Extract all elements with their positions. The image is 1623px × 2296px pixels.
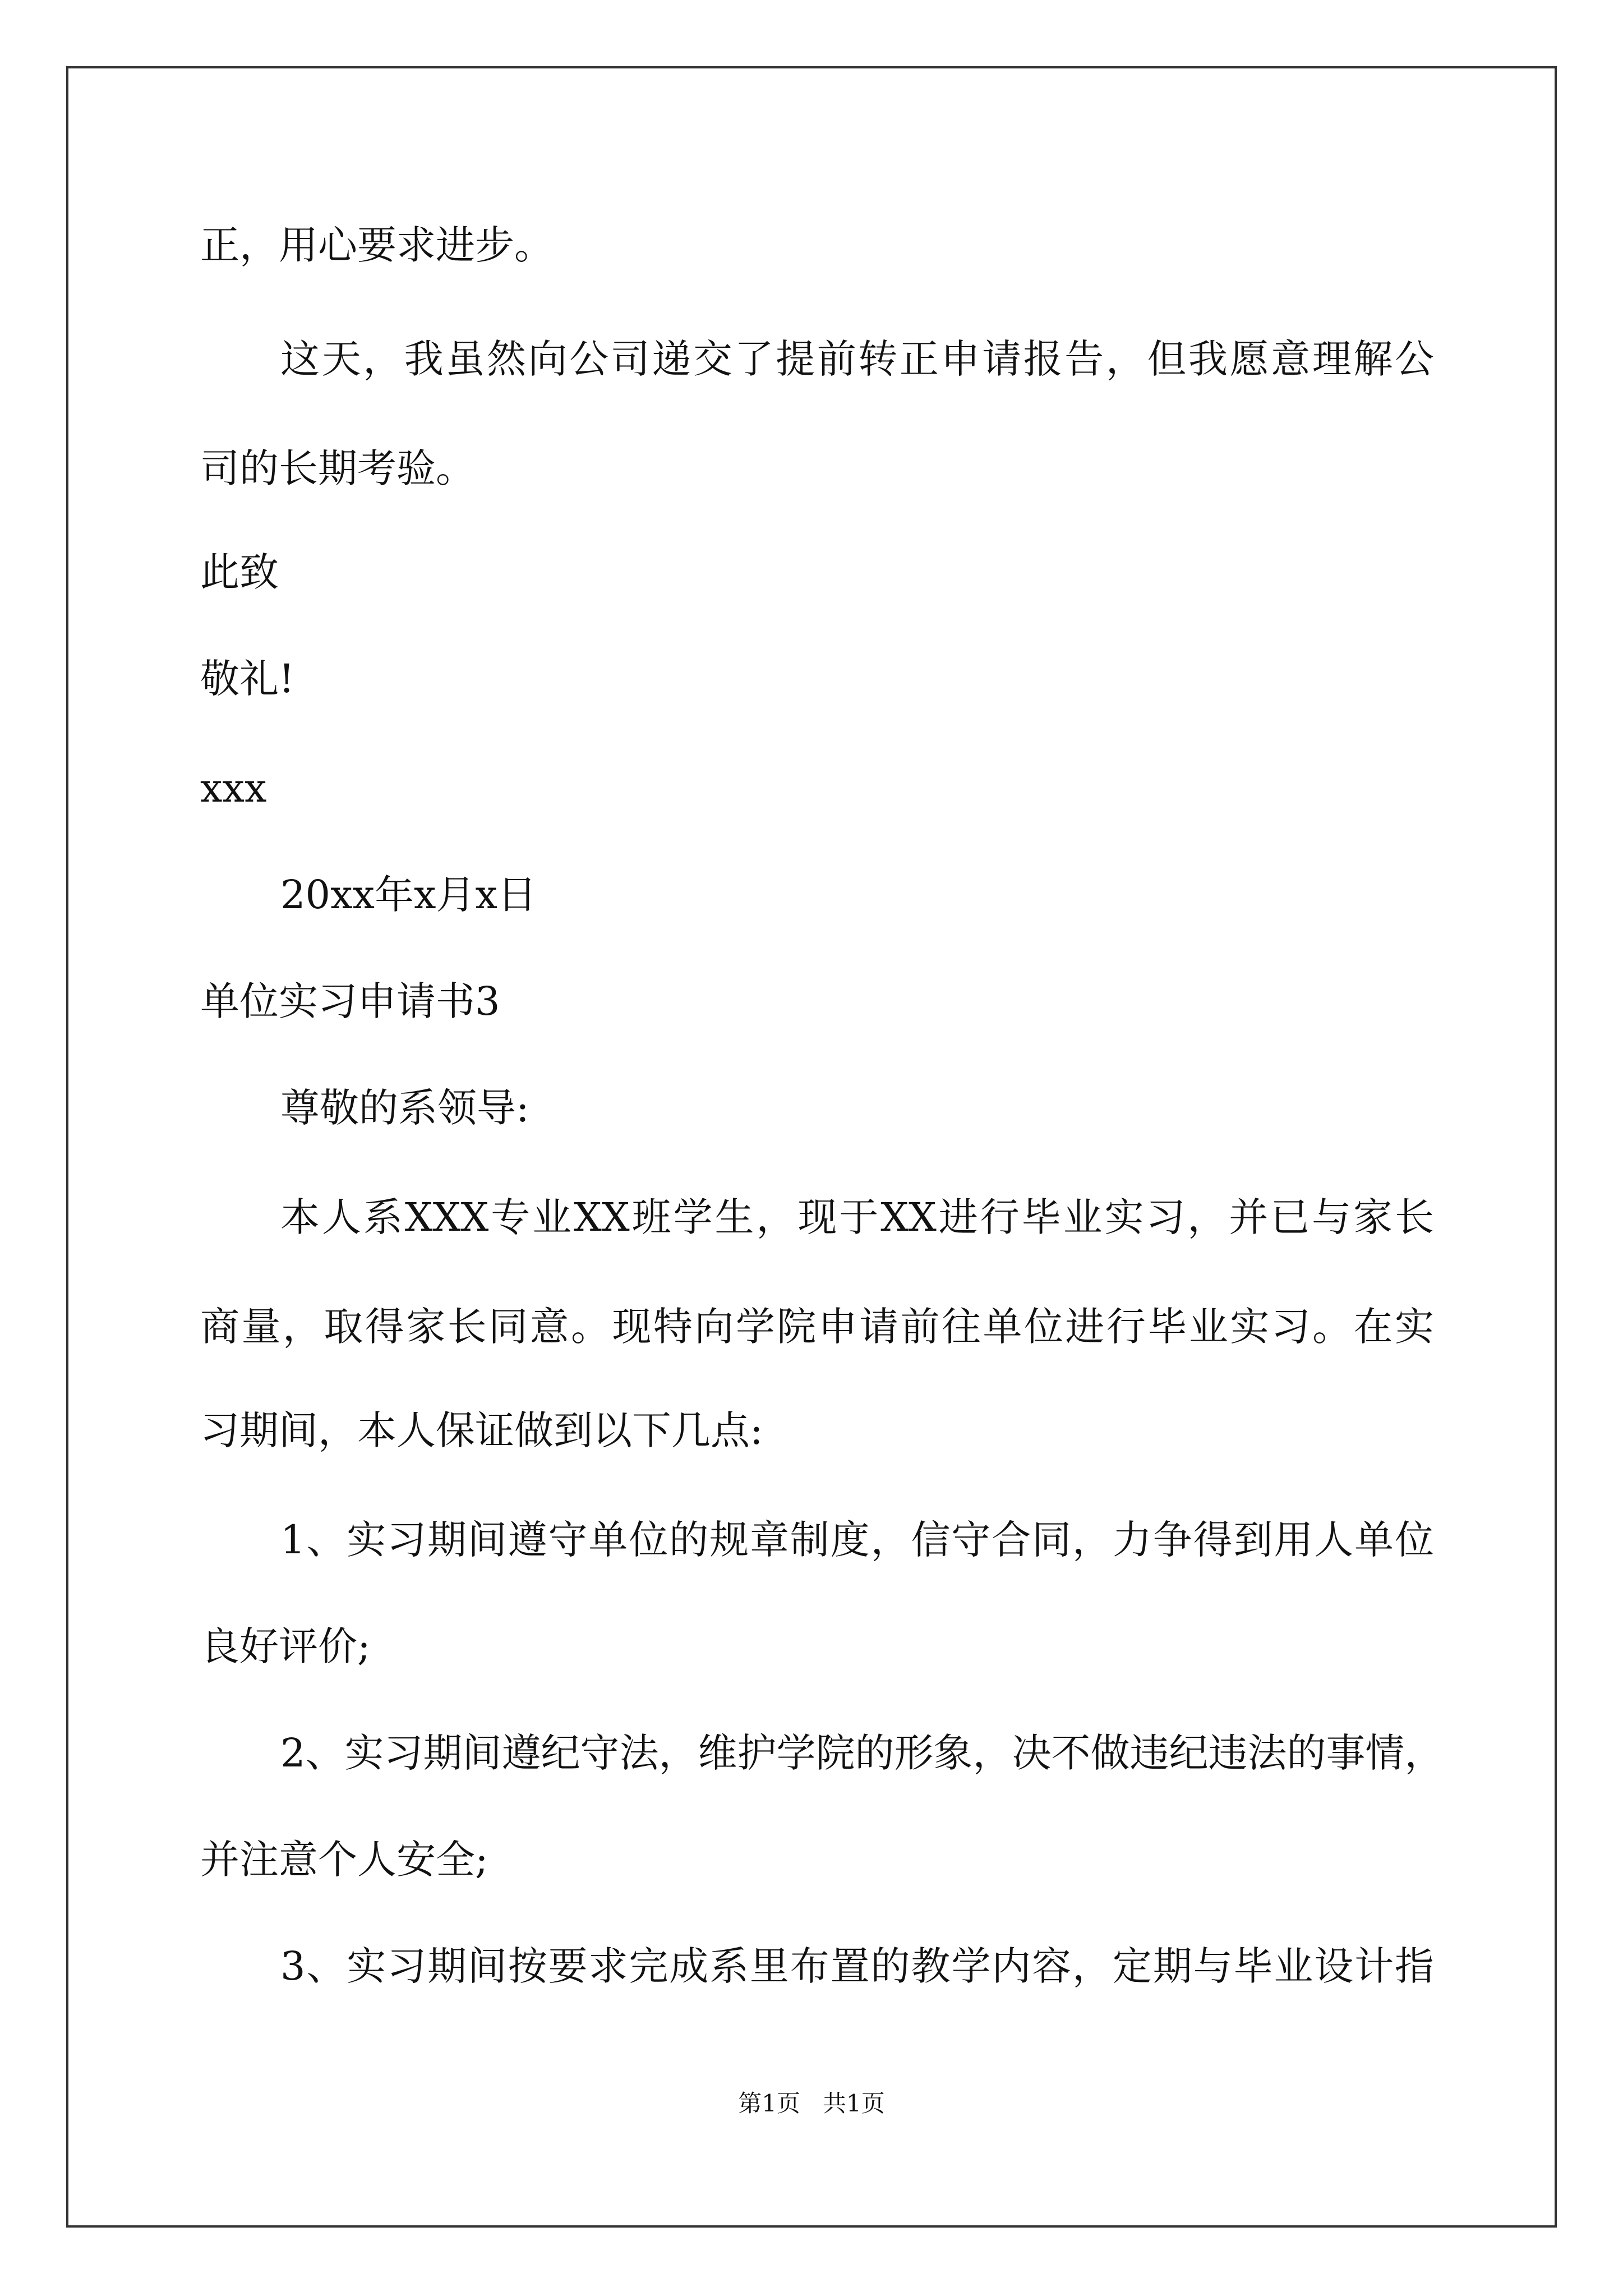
section-title: 单位实习申请书3 <box>200 978 500 1024</box>
text-line: 司的长期考验。 <box>200 445 475 491</box>
text-line: 正，用心要求进步。 <box>200 222 554 268</box>
list-item: 3、实习期间按要求完成系里布置的教学内容，定期与毕业设计指 <box>280 1943 1434 1989</box>
text-line: 这天，我虽然向公司递交了提前转正申请报告，但我愿意理解公 <box>280 336 1434 382</box>
page-footer: 第1页 共1页 <box>738 2090 885 2117</box>
greeting: 尊敬的系领导: <box>280 1085 529 1131</box>
list-item-continued: 良好评价; <box>200 1623 371 1669</box>
closing-salutation: 此致 <box>200 549 279 595</box>
text-line: 习期间，本人保证做到以下几点: <box>200 1407 763 1453</box>
closing-regards: 敬礼! <box>200 656 295 702</box>
list-item-continued: 并注意个人安全; <box>200 1837 488 1883</box>
text-line: 商量，取得家长同意。现特向学院申请前往单位进行毕业实习。在实 <box>200 1304 1434 1350</box>
page-border <box>66 66 1557 2228</box>
list-item: 1、实习期间遵守单位的规章制度，信守合同，力争得到用人单位 <box>280 1517 1434 1563</box>
text-line: 本人系XXX专业XX班学生，现于XX进行毕业实习，并已与家长 <box>280 1194 1434 1240</box>
signature-name: xxx <box>200 765 267 811</box>
signature-date: 20xx年x月x日 <box>280 872 537 918</box>
list-item: 2、实习期间遵纪守法，维护学院的形象，决不做违纪违法的事情， <box>280 1730 1444 1776</box>
